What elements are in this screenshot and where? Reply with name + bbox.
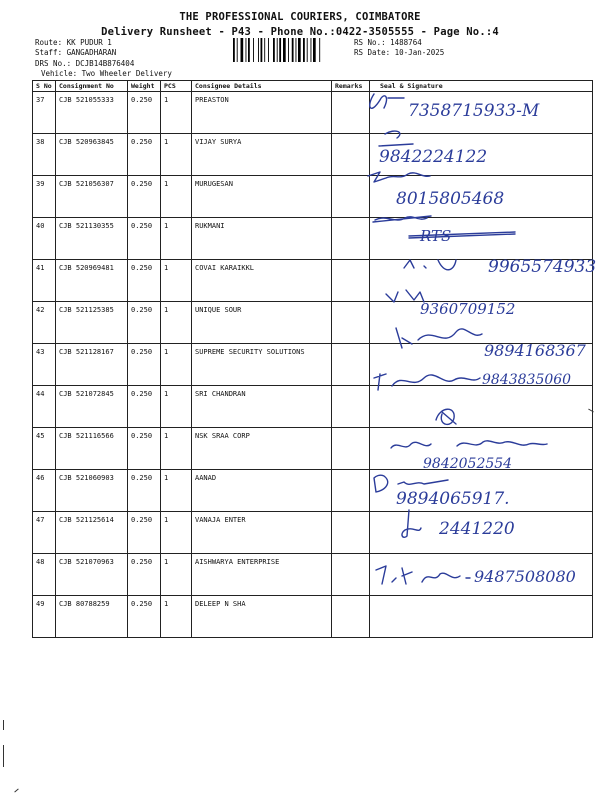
row-pcs: 1 [161,470,192,512]
margin-mark [3,720,4,730]
svg-text:8015805468: 8015805468 [396,189,505,209]
row-pcs: 1 [161,512,192,554]
row-consignment-no: CJB 521072845 [56,386,128,428]
row-consignee: NSK SRAA CORP [192,428,332,470]
row-signature-cell [370,596,593,638]
row-consignment-no: CJB 521056307 [56,176,128,218]
signature-37 [360,86,580,126]
row-sno: 49 [33,596,56,638]
vehicle-label: Vehicle: Two Wheeler Delivery [41,69,172,78]
svg-text:2441220: 2441220 [439,519,515,539]
route-label: Route: KK PUDUR 1 [35,38,112,47]
row-sno: 37 [33,92,56,134]
row-consignment-no: CJB 521055333 [56,92,128,134]
row-sno: 45 [33,428,56,470]
staff-label: Staff: GANGADHARAN [35,48,117,57]
row-consignee: COVAI KARAIKKL [192,260,332,302]
header-consignment: Consignment No [56,81,128,92]
row-weight: 0.250 [128,176,161,218]
rs-date: RS Date: 10-Jan-2025 [354,48,445,57]
svg-text:7358715933-M: 7358715933-M [408,101,540,121]
row-weight: 0.250 [128,596,161,638]
header-consignee: Consignee Details [192,81,332,92]
row-consignee: PREASTON [192,92,332,134]
row-weight: 0.250 [128,428,161,470]
row-weight: 0.250 [128,386,161,428]
row-weight: 0.250 [128,554,161,596]
row-consignment-no: CJB 80788259 [56,596,128,638]
row-weight: 0.250 [128,302,161,344]
header-weight: Weight [128,81,161,92]
row-consignment-no: CJB 521130355 [56,218,128,260]
signature-49 [370,560,600,594]
document-title: THE PROFESSIONAL COURIERS, COIMBATORE [179,11,421,23]
signature-42 [380,280,580,320]
row-consignee: UNIQUE SOUR [192,302,332,344]
svg-text:9843835060: 9843835060 [482,372,572,388]
signature-44 [368,360,600,400]
row-consignee: SRI CHANDRAN [192,386,332,428]
row-consignment-no: CJB 521060903 [56,470,128,512]
row-sno: 42 [33,302,56,344]
row-consignment-no: CJB 520969481 [56,260,128,302]
row-consignment-no: CJB 521125614 [56,512,128,554]
row-sno: 48 [33,554,56,596]
row-consignee: DELEEP N SHA [192,596,332,638]
svg-text:9842224122: 9842224122 [379,147,488,167]
row-pcs: 1 [161,344,192,386]
row-sno: 39 [33,176,56,218]
row-sno: 47 [33,512,56,554]
row-consignee: RUKMANI [192,218,332,260]
row-sno: 46 [33,470,56,512]
row-consignment-no: CJB 521125385 [56,302,128,344]
row-pcs: 1 [161,386,192,428]
header-remarks: Remarks [332,81,370,92]
row-remarks [332,596,370,638]
margin-mark [3,745,4,767]
row-weight: 0.250 [128,344,161,386]
row-remarks [332,302,370,344]
row-consignment-no: CJB 521128167 [56,344,128,386]
row-remarks [332,512,370,554]
row-sno: 40 [33,218,56,260]
row-consignee: VANAJA ENTER [192,512,332,554]
svg-text:9360709152: 9360709152 [420,300,516,318]
row-sno: 41 [33,260,56,302]
svg-text:9965574933: 9965574933 [488,257,597,277]
table-row [33,596,593,638]
row-pcs: 1 [161,92,192,134]
svg-text:9842052554: 9842052554 [423,456,513,472]
row-consignee: VIJAY SURYA [192,134,332,176]
row-pcs: 1 [161,260,192,302]
row-pcs: 1 [161,428,192,470]
row-weight: 0.250 [128,260,161,302]
row-remarks [332,386,370,428]
row-consignee: SUPREME SECURITY SOLUTIONS [192,344,332,386]
row-pcs: 1 [161,218,192,260]
row-consignment-no: CJB 521116566 [56,428,128,470]
svg-text:9894065917.: 9894065917. [396,489,510,509]
row-weight: 0.250 [128,92,161,134]
runsheet-subtitle: Delivery Runsheet - P43 - Phone No.:0422-3505555 - Page No.:4 [101,26,499,38]
row-sno: 43 [33,344,56,386]
row-pcs: 1 [161,554,192,596]
row-sno: 38 [33,134,56,176]
row-pcs: 1 [161,134,192,176]
header-signature: Seal & Signature [370,81,593,92]
row-remarks [332,218,370,260]
signature-38 [365,124,565,166]
rs-number: RS No.: 1488764 [354,38,422,47]
barcode-image [233,38,345,62]
signature-40 [365,196,595,250]
svg-text:RTS: RTS [420,227,452,245]
header-pcs: PCS [161,81,192,92]
row-consignee: MURUGESAN [192,176,332,218]
svg-text:9894168367: 9894168367 [484,341,586,360]
row-remarks [332,470,370,512]
signature-45 [430,400,470,430]
row-weight: 0.250 [128,218,161,260]
row-pcs: 1 [161,176,192,218]
row-weight: 0.250 [128,134,161,176]
svg-text:9487508080: 9487508080 [474,567,576,586]
row-pcs: 1 [161,596,192,638]
row-consignment-no: CJB 520963845 [56,134,128,176]
row-remarks [332,344,370,386]
row-pcs: 1 [161,302,192,344]
row-remarks [332,260,370,302]
row-sno: 44 [33,386,56,428]
row-consignee: AISHWARYA ENTERPRISE [192,554,332,596]
row-consignment-no: CJB 521070963 [56,554,128,596]
row-consignee: AANAD [192,470,332,512]
row-weight: 0.250 [128,512,161,554]
signature-47 [368,470,588,510]
row-weight: 0.250 [128,470,161,512]
row-remarks [332,428,370,470]
row-remarks [332,554,370,596]
signature-48 [395,506,600,546]
header-sno: S No [33,81,56,92]
margin-mark [14,789,18,793]
drs-number: DRS No.: DCJB14B876404 [35,59,135,68]
